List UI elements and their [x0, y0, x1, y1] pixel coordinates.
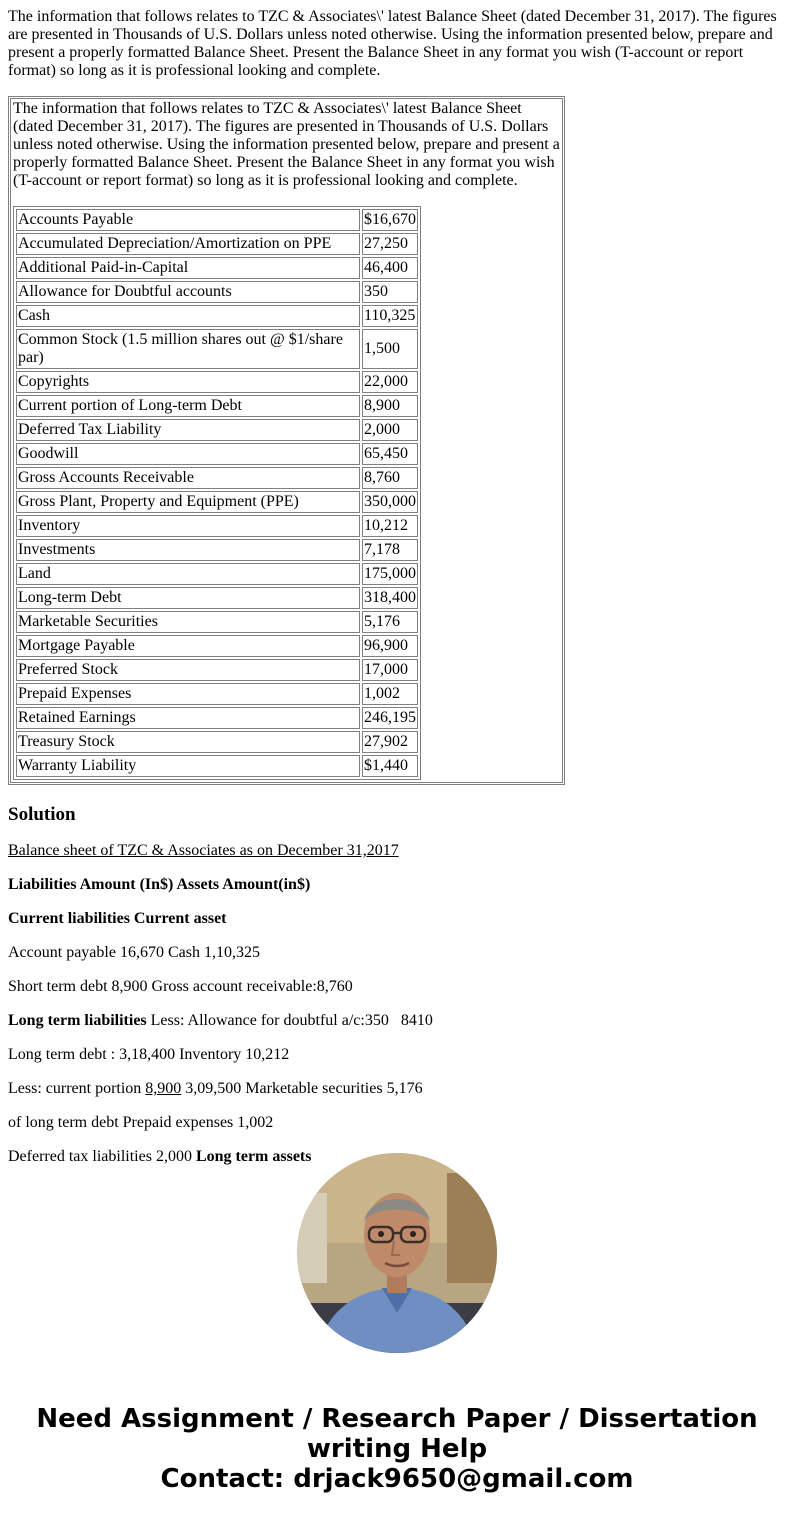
balance-item-label: Preferred Stock — [16, 659, 360, 681]
current-portion-amount: 8,900 — [145, 1080, 182, 1097]
solution-title: Balance sheet of TZC & Associates as on December 31,2017 — [8, 842, 399, 859]
balance-item-label: Long-term Debt — [16, 587, 360, 609]
balance-item-value: 96,900 — [362, 635, 418, 657]
of-long-term-debt-line: of long term debt Prepaid expenses 1,002 — [8, 1114, 274, 1131]
cta-line-1: Need Assignment / Research Paper / Dissertation — [36, 1404, 758, 1434]
balance-item-value: 17,000 — [362, 659, 418, 681]
balance-item-value: 246,195 — [362, 707, 418, 729]
balance-item-row — [16, 539, 418, 561]
balance-item-row — [16, 659, 418, 681]
author-avatar — [297, 1153, 497, 1353]
question-box-text: The information that follows relates to TZC & Associates\' latest Balance Sheet (dated December 31, 2017). The figures are presented in Thousands of U.S. Dollars unless noted otherwise. Using the information presented below, prepare and present a properly formatted Balance Sheet. Present the Balance Sheet in any format you wish (T-account or report format) so long as it is professional looking and complete. — [13, 100, 560, 189]
balance-item-value: 110,325 — [362, 305, 418, 327]
balance-item-label: Inventory — [16, 515, 360, 537]
balance-item-value: 22,000 — [362, 371, 418, 393]
balance-item-label: Deferred Tax Liability — [16, 419, 360, 441]
balance-items-table — [13, 206, 421, 780]
balance-item-row — [16, 635, 418, 657]
less-current-portion-line — [8, 1080, 786, 1098]
balance-item-value: 8,760 — [362, 467, 418, 489]
balance-item-label: Retained Earnings — [16, 707, 360, 729]
current-section-header: Current liabilities Current asset — [8, 910, 227, 927]
balance-item-value: 5,176 — [362, 611, 418, 633]
balance-item-label: Additional Paid-in-Capital — [16, 257, 360, 279]
question-box — [8, 96, 565, 785]
balance-item-label: Cash — [16, 305, 360, 327]
balance-item-value: 175,000 — [362, 563, 418, 585]
balance-item-label: Warranty Liability — [16, 755, 360, 777]
balance-item-row — [16, 329, 418, 369]
balance-item-label: Investments — [16, 539, 360, 561]
balance-item-label: Marketable Securities — [16, 611, 360, 633]
balance-item-row — [16, 305, 418, 327]
balance-item-label: Common Stock (1.5 million shares out @ $1/share par) — [16, 329, 360, 369]
balance-item-value: 27,250 — [362, 233, 418, 255]
cta-line-3: Contact: drjack9650@gmail.com — [160, 1464, 634, 1494]
balance-item-row — [16, 257, 418, 279]
long-term-assets-label: Long term assets — [195, 1148, 312, 1165]
balance-item-row — [16, 281, 418, 303]
balance-item-value: 46,400 — [362, 257, 418, 279]
balance-item-row — [16, 419, 418, 441]
balance-item-label: Accounts Payable — [16, 209, 360, 231]
short-term-debt-line: Short term debt 8,900 Gross account receivable:8,760 — [8, 978, 353, 995]
balance-item-label: Goodwill — [16, 443, 360, 465]
balance-item-label: Gross Plant, Property and Equipment (PPE) — [16, 491, 360, 513]
balance-item-label: Allowance for Doubtful accounts — [16, 281, 360, 303]
balance-item-row — [16, 731, 418, 753]
balance-item-value: 2,000 — [362, 419, 418, 441]
balance-item-label: Gross Accounts Receivable — [16, 467, 360, 489]
balance-item-value: 1,002 — [362, 683, 418, 705]
balance-item-value: 7,178 — [362, 539, 418, 561]
balance-item-row — [16, 491, 418, 513]
balance-item-row — [16, 209, 418, 231]
balance-item-value: 350,000 — [362, 491, 418, 513]
question-box-cell — [10, 98, 563, 783]
balance-item-row — [16, 755, 418, 777]
balance-item-label: Current portion of Long-term Debt — [16, 395, 360, 417]
long-term-liabilities-line — [8, 1012, 786, 1030]
balance-item-value: 27,902 — [362, 731, 418, 753]
balance-item-row — [16, 515, 418, 537]
balance-item-value: 10,212 — [362, 515, 418, 537]
long-term-liabilities-label: Long term liabilities — [8, 1012, 147, 1029]
balance-item-value: 350 — [362, 281, 418, 303]
balance-item-value: 318,400 — [362, 587, 418, 609]
author-portrait — [297, 1153, 497, 1353]
deferred-tax-text: Deferred tax liabilities 2,000 — [8, 1148, 196, 1165]
balance-item-row — [16, 707, 418, 729]
contact-banner — [0, 1404, 794, 1494]
accounts-payable-line: Account payable 16,670 Cash 1,10,325 — [8, 944, 260, 961]
balance-item-label: Accumulated Depreciation/Amortization on PPE — [16, 233, 360, 255]
balance-item-value: $16,670 — [362, 209, 418, 231]
question-intro: The information that follows relates to TZC & Associates\' latest Balance Sheet (dated December 31, 2017). The figures are presented in Thousands of U.S. Dollars unless noted otherwise. Using the information presented below, prepare and present a properly formatted Balance Sheet. Present the Balance Sheet in any format you wish (T-account or report format) so long as it is professional looking and complete. — [8, 8, 777, 79]
balance-item-label: Prepaid Expenses — [16, 683, 360, 705]
solution-heading: Solution — [8, 804, 76, 825]
net-long-term-debt-text: 3,09,500 Marketable securities 5,176 — [181, 1080, 423, 1097]
balance-item-label: Treasury Stock — [16, 731, 360, 753]
balance-item-row — [16, 563, 418, 585]
less-current-portion-text: Less: current portion — [8, 1080, 146, 1097]
balance-item-label: Mortgage Payable — [16, 635, 360, 657]
balance-item-value: $1,440 — [362, 755, 418, 777]
balance-item-row — [16, 587, 418, 609]
balance-item-label: Land — [16, 563, 360, 585]
cta-line-2: writing Help — [306, 1434, 488, 1464]
balance-item-label: Copyrights — [16, 371, 360, 393]
allowance-text: Less: Allowance for doubtful a/c:350 8410 — [146, 1012, 433, 1029]
long-term-debt-line: Long term debt : 3,18,400 Inventory 10,212 — [8, 1046, 290, 1063]
balance-item-row — [16, 443, 418, 465]
balance-item-row — [16, 683, 418, 705]
balance-item-row — [16, 467, 418, 489]
solution-column-header: Liabilities Amount (In$) Assets Amount(in$) — [8, 876, 311, 893]
balance-item-row — [16, 371, 418, 393]
balance-item-value: 65,450 — [362, 443, 418, 465]
balance-item-value: 8,900 — [362, 395, 418, 417]
balance-item-value: 1,500 — [362, 329, 418, 369]
balance-item-row — [16, 395, 418, 417]
balance-item-row — [16, 611, 418, 633]
balance-item-row — [16, 233, 418, 255]
